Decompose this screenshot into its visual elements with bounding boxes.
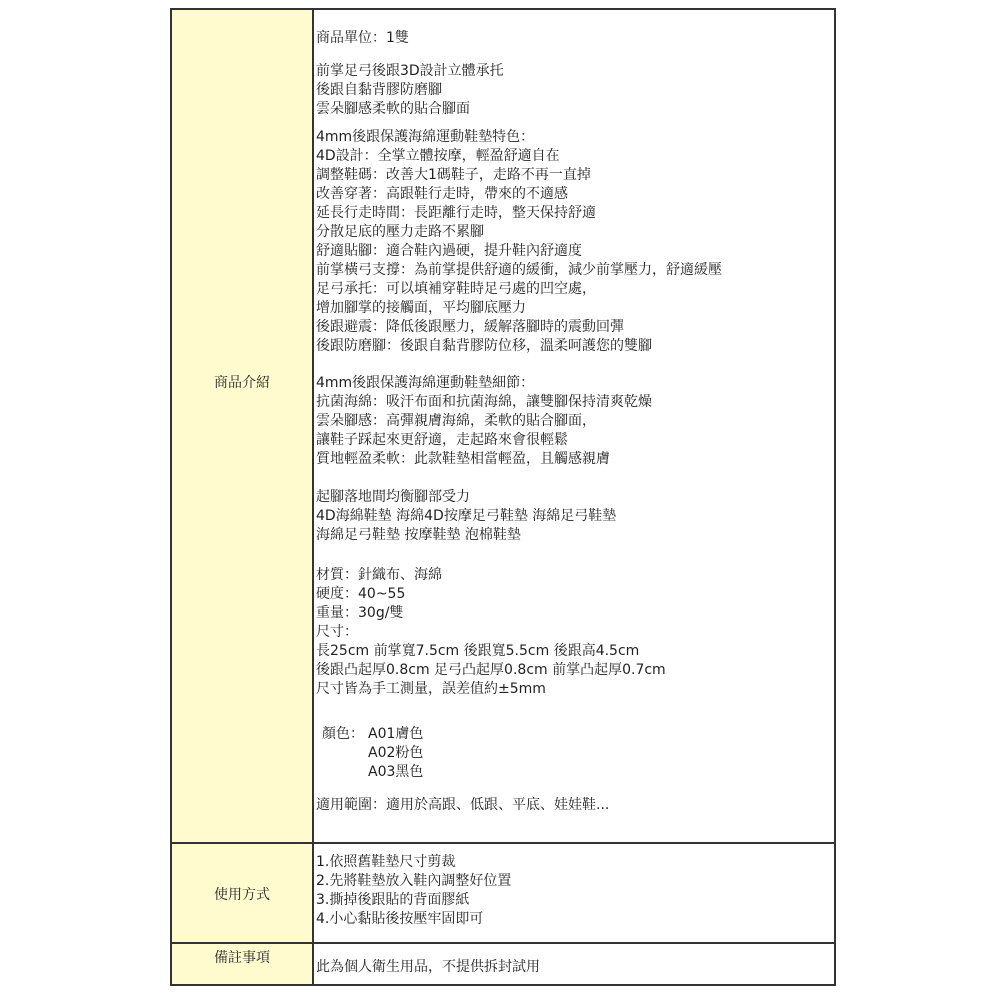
color-option: A01膚色 bbox=[368, 726, 424, 742]
usage-step: 1.依照舊鞋墊尺寸剪裁 bbox=[316, 854, 456, 870]
color-option: A03黑色 bbox=[368, 764, 424, 780]
text-line: 分散足底的壓力走路不累腳 bbox=[316, 224, 484, 240]
intro-label-cell bbox=[172, 10, 314, 842]
text-line: 4D海綿鞋墊 海綿4D按摩足弓鞋墊 海綿足弓鞋墊 bbox=[316, 508, 617, 524]
text-line: 雲朵腳感柔軟的貼合腳面 bbox=[316, 101, 470, 117]
text-line: 4D設計：全掌立體按摩，輕盈舒適自在 bbox=[316, 148, 560, 164]
text-line: 讓鞋子踩起來更舒適，走起路來會很輕鬆 bbox=[316, 432, 568, 448]
usage-label: 使用方式 bbox=[214, 887, 270, 903]
text-line: 長25cm 前掌寬7.5cm 後跟寬5.5cm 後跟高4.5cm bbox=[316, 643, 640, 659]
intro-row bbox=[172, 10, 834, 844]
text-line: 延長行走時間：長距離行走時，整天保持舒適 bbox=[316, 205, 596, 221]
text-line: 商品單位：1雙 bbox=[316, 30, 409, 46]
text-line: 4mm後跟保護海綿運動鞋墊細節： bbox=[316, 375, 535, 391]
text-line: 海綿足弓鞋墊 按摩鞋墊 泡棉鞋墊 bbox=[316, 527, 521, 543]
text-line: 前掌足弓後跟3D設計立體承托 bbox=[316, 63, 504, 79]
text-line: 後跟防磨腳：後跟自黏背膠防位移，溫柔呵護您的雙腳 bbox=[316, 338, 652, 354]
text-line: 後跟避震：降低後跟壓力，緩解落腳時的震動回彈 bbox=[316, 319, 624, 335]
text-line: 尺寸： bbox=[316, 624, 358, 640]
color-option: A02粉色 bbox=[368, 745, 424, 761]
usage-step: 3.撕掉後跟貼的背面膠紙 bbox=[316, 892, 470, 908]
text-line: 材質：針織布、海綿 bbox=[316, 567, 442, 583]
text-line: 增加腳掌的接觸面，平均腳底壓力 bbox=[316, 300, 526, 316]
notes-label: 備註事項 bbox=[214, 950, 270, 966]
usage-row bbox=[172, 844, 834, 944]
notes-row bbox=[172, 944, 834, 984]
text-line: 改善穿著：高跟鞋行走時，帶來的不適感 bbox=[316, 186, 568, 202]
text-line: 後跟凸起厚0.8cm 足弓凸起厚0.8cm 前掌凸起厚0.7cm bbox=[316, 662, 666, 678]
color-label: 顏色： bbox=[322, 726, 364, 742]
text-line: 足弓承托：可以填補穿鞋時足弓處的凹空處， bbox=[316, 281, 596, 297]
usage-step: 2.先將鞋墊放入鞋內調整好位置 bbox=[316, 873, 512, 889]
intro-label: 商品介紹 bbox=[214, 375, 270, 391]
text-line: 後跟自黏背膠防磨腳 bbox=[316, 82, 442, 98]
text-line: 調整鞋碼：改善大1碼鞋子，走路不再一直掉 bbox=[316, 167, 591, 183]
text-line: 尺寸皆為手工測量，誤差值約±5mm bbox=[316, 681, 546, 697]
text-line: 前掌橫弓支撐：為前掌提供舒適的緩衝，減少前掌壓力，舒適緩壓 bbox=[316, 262, 722, 278]
notes-label-cell bbox=[172, 944, 314, 984]
usage-step: 4.小心黏貼後按壓牢固即可 bbox=[316, 911, 484, 927]
text-line: 雲朵腳感：高彈親膚海綿，柔軟的貼合腳面， bbox=[316, 413, 596, 429]
text-line: 適用範圍：適用於高跟、低跟、平底、娃娃鞋... bbox=[316, 797, 610, 813]
product-info-table bbox=[170, 8, 836, 986]
text-line: 硬度：40~55 bbox=[316, 586, 406, 602]
notes-text: 此為個人衛生用品，不提供拆封試用 bbox=[316, 959, 540, 975]
text-line: 舒適貼腳：適合鞋內過硬，提升鞋內舒適度 bbox=[316, 243, 582, 259]
text-line: 起腳落地間均衡腳部受力 bbox=[316, 489, 470, 505]
color-line bbox=[322, 725, 423, 744]
text-line: 抗菌海綿：吸汗布面和抗菌海綿，讓雙腳保持清爽乾燥 bbox=[316, 394, 652, 410]
usage-label-cell bbox=[172, 844, 314, 942]
text-line: 質地輕盈柔軟：此款鞋墊相當輕盈，且觸感親膚 bbox=[316, 451, 610, 467]
text-line: 4mm後跟保護海綿運動鞋墊特色： bbox=[316, 129, 535, 145]
text-line: 重量：30g/雙 bbox=[316, 605, 404, 621]
